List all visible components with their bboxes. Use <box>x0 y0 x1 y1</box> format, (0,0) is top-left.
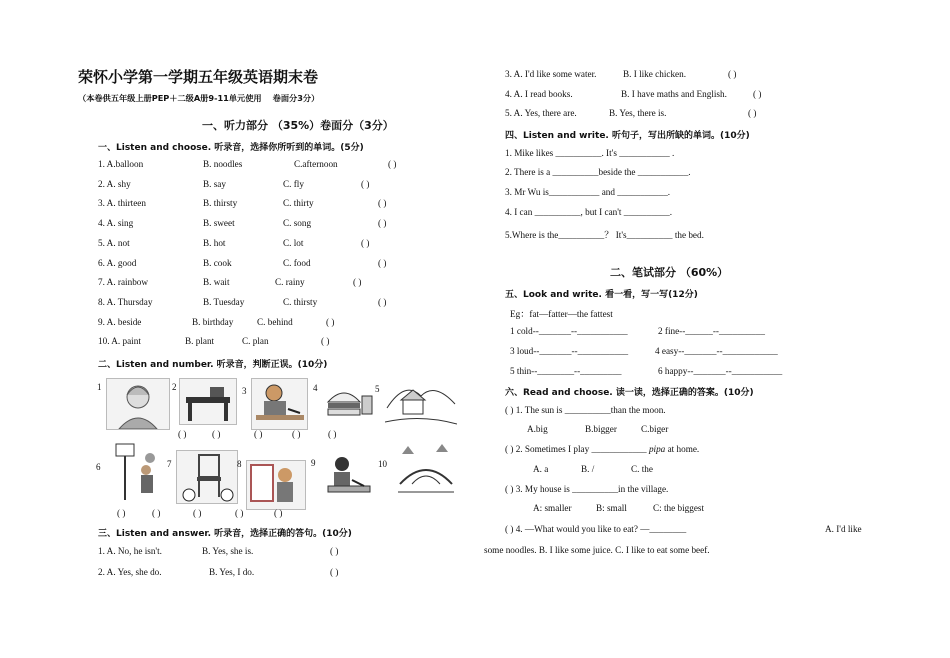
answer-bracket[interactable]: ( ) <box>328 429 337 439</box>
sec3-row-2-b: B. Yes, I do. <box>209 567 255 577</box>
sec6-option: A: smaller <box>533 503 572 513</box>
sec6-option: B.bigger <box>585 424 617 434</box>
answer-bracket[interactable]: ( ) <box>378 296 387 307</box>
sec5-item[interactable]: 4 easy--_______--____________ <box>655 346 778 356</box>
sec6-question-2[interactable] <box>505 444 699 454</box>
sec6-question-3[interactable]: ( ) 3. My house is __________in the village. <box>505 484 669 494</box>
sec3-row-3-b: B. I like chicken. <box>623 69 687 79</box>
sec6-heading: 六、Read and choose. 读一读，选择正确的答案。(10分) <box>505 388 754 398</box>
old-woman-picture <box>106 378 170 430</box>
sec1-option: C. song <box>283 218 312 229</box>
hamburger-picture <box>324 382 374 424</box>
sec1-option: 5. A. not <box>98 237 130 248</box>
sec6-q4-option-a: A. I'd like <box>825 524 862 534</box>
sec1-option: C. fly <box>283 178 304 189</box>
pic-number: 6 <box>96 462 101 472</box>
sec5-item[interactable]: 6 happy--_______--___________ <box>658 366 783 376</box>
pic-number: 3 <box>242 386 247 396</box>
sec6-option: C: the biggest <box>653 503 705 513</box>
sec1-option: 10. A. paint <box>98 336 141 347</box>
sec6-option: A.big <box>527 424 548 434</box>
answer-bracket[interactable]: ( ) <box>235 508 244 518</box>
sec4-sentence[interactable]: 1. Mike likes __________. It's ___________ . <box>505 148 675 158</box>
sec3-row-4-b: B. I have maths and English. <box>621 89 727 99</box>
sec1-option: 9. A. beside <box>98 316 142 327</box>
sec6-q4-options: some noodles. B. I like some juice. C. I like to eat some beef. <box>484 545 710 555</box>
answer-bracket[interactable]: ( ) <box>326 316 335 327</box>
sec5-example: Eg：fat—fatter—the fattest <box>510 309 613 319</box>
pic-number: 2 <box>172 382 177 392</box>
part2-heading: 二、笔试部分 （60%） <box>610 266 729 279</box>
sec1-option: B. Tuesday <box>203 296 245 307</box>
answer-bracket[interactable]: ( ) <box>748 108 757 118</box>
pic-number: 7 <box>167 459 172 469</box>
pic-number: 10 <box>378 459 387 469</box>
sec5-item[interactable]: 5 thin--________--_________ <box>510 366 622 376</box>
sec1-option: C. plan <box>242 336 269 347</box>
answer-bracket[interactable]: ( ) <box>292 429 301 439</box>
pic-number: 1 <box>97 382 102 392</box>
sec1-option: C. thirty <box>283 198 314 209</box>
sec1-option: B. say <box>203 178 226 189</box>
exam-subtitle: （本卷供五年级上册PEP＋二级A册9-11单元使用 卷面分3分） <box>78 93 320 103</box>
answer-bracket[interactable]: ( ) <box>274 508 283 518</box>
answer-bracket[interactable]: ( ) <box>378 257 387 268</box>
exam-title: 荣怀小学第一学期五年级英语期末卷 <box>78 68 319 86</box>
sec6-option: A. a <box>533 464 549 474</box>
q2-text: ( ) 2. Sometimes I play ____________ <box>505 444 649 454</box>
part1-heading: 一、听力部分 （35%）卷面分（3分） <box>202 119 394 132</box>
sec4-sentence[interactable]: 5.Where is the__________？ It's__________ the bed. <box>505 230 704 240</box>
sec6-option: C. the <box>631 464 653 474</box>
answer-bracket[interactable]: ( ) <box>361 237 370 248</box>
sec1-option: 7. A. rainbow <box>98 277 149 288</box>
sec1-option: 6. A. good <box>98 257 137 268</box>
answer-bracket[interactable]: ( ) <box>728 69 737 79</box>
answer-bracket[interactable]: ( ) <box>753 89 762 99</box>
sec1-option: B. sweet <box>203 218 235 229</box>
answer-bracket[interactable]: ( ) <box>378 218 387 229</box>
pic-number: 9 <box>311 458 316 468</box>
sec5-item[interactable]: 2 fine--______--__________ <box>658 326 765 336</box>
sec3-heading: 三、Listen and answer. 听录音，选择正确的答句。(10分) <box>98 529 352 539</box>
sec3-row-1-b: B. Yes, she is. <box>202 546 254 556</box>
sec1-option: C.afternoon <box>294 159 338 169</box>
sec1-option: 8. A. Thursday <box>98 296 153 307</box>
sec1-option: B. hot <box>203 237 226 248</box>
q2-pipa: pipa <box>648 444 666 454</box>
sec3-row-5-a: 5. A. Yes, there are. <box>505 108 577 118</box>
answer-bracket[interactable]: ( ) <box>254 429 263 439</box>
answer-bracket[interactable]: ( ) <box>152 508 161 518</box>
sec4-heading: 四、Listen and write. 听句子，写出所缺的单词。(10分) <box>505 131 750 141</box>
sec1-option: B. wait <box>203 277 230 288</box>
sec1-heading: 一、Listen and choose. 听录音，选择你所听到的单词。(5分) <box>98 143 364 153</box>
q2-text-end: at home. <box>665 444 700 454</box>
answer-bracket[interactable]: ( ) <box>388 159 397 169</box>
sec1-option: 4. A. sing <box>98 218 134 229</box>
sec1-option: B. noodles <box>203 159 243 169</box>
boy-drawing-picture <box>324 448 374 502</box>
sec1-option: C. rainy <box>275 277 305 288</box>
sec4-sentence[interactable]: 3. Mr Wu is___________ and ___________. <box>505 187 671 197</box>
answer-bracket[interactable]: ( ) <box>330 567 339 577</box>
sec1-option: 3. A. thirteen <box>98 198 146 209</box>
answer-bracket[interactable]: ( ) <box>178 429 187 439</box>
sec5-item[interactable]: 1 cold--_______--___________ <box>510 326 628 336</box>
sec1-option: 1. A.balloon <box>98 159 144 169</box>
sec5-item[interactable]: 3 loud--_______--___________ <box>510 346 629 356</box>
sec4-sentence[interactable]: 4. I can __________, but I can't __________. <box>505 207 673 217</box>
desk-picture <box>179 378 237 425</box>
bridge-picture <box>396 444 456 498</box>
boy-window-picture <box>246 460 306 510</box>
sec1-option: C. thirsty <box>283 296 318 307</box>
sec4-sentence[interactable]: 2. There is a __________beside the ___________. <box>505 167 691 177</box>
basketball-picture <box>110 440 162 504</box>
sec6-question-4[interactable]: ( ) 4. —What would you like to eat? —________ <box>505 524 687 534</box>
sec6-question-1[interactable]: ( ) 1. The sun is __________than the moon. <box>505 405 666 415</box>
answer-bracket[interactable]: ( ) <box>353 277 362 288</box>
sec6-option: B. / <box>581 464 595 474</box>
sec1-option: C. behind <box>257 316 293 327</box>
sec3-row-4-a: 4. A. I read books. <box>505 89 573 99</box>
village-picture <box>385 378 457 430</box>
sec1-option: B. plant <box>185 336 215 347</box>
answer-bracket[interactable]: ( ) <box>117 508 126 518</box>
sec3-row-1-a: 1. A. No, he isn't. <box>98 546 162 556</box>
answer-bracket[interactable]: ( ) <box>212 429 221 439</box>
sec2-heading: 二、Listen and number. 听录音，判断正误。(10分) <box>98 360 328 370</box>
answer-bracket[interactable]: ( ) <box>361 178 370 189</box>
pic-number: 4 <box>313 383 318 393</box>
sec3-row-2-a: 2. A. Yes, she do. <box>98 567 162 577</box>
pic-number: 5 <box>375 384 380 394</box>
answer-bracket[interactable]: ( ) <box>330 546 339 556</box>
sec3-row-5-b: B. Yes, there is. <box>609 108 667 118</box>
sec1-option: C. food <box>283 257 311 268</box>
sec1-option: B. thirsty <box>203 198 238 209</box>
answer-bracket[interactable]: ( ) <box>193 508 202 518</box>
boy-writing-picture <box>251 378 308 430</box>
answer-bracket[interactable]: ( ) <box>321 336 330 347</box>
sec6-option: B: small <box>596 503 627 513</box>
sec1-option: 2. A. shy <box>98 178 131 189</box>
sec6-option: C.biger <box>641 424 669 434</box>
sec3-row-3-a: 3. A. I'd like some water. <box>505 69 597 79</box>
sec1-option: B. cook <box>203 257 232 268</box>
pic-number: 8 <box>237 459 242 469</box>
sec5-heading: 五、Look and write. 看一看，写一写(12分) <box>505 290 698 300</box>
answer-bracket[interactable]: ( ) <box>378 198 387 209</box>
chair-ball-picture <box>176 450 238 504</box>
sec1-option: B. birthday <box>192 316 234 327</box>
sec1-option: C. lot <box>283 237 304 248</box>
